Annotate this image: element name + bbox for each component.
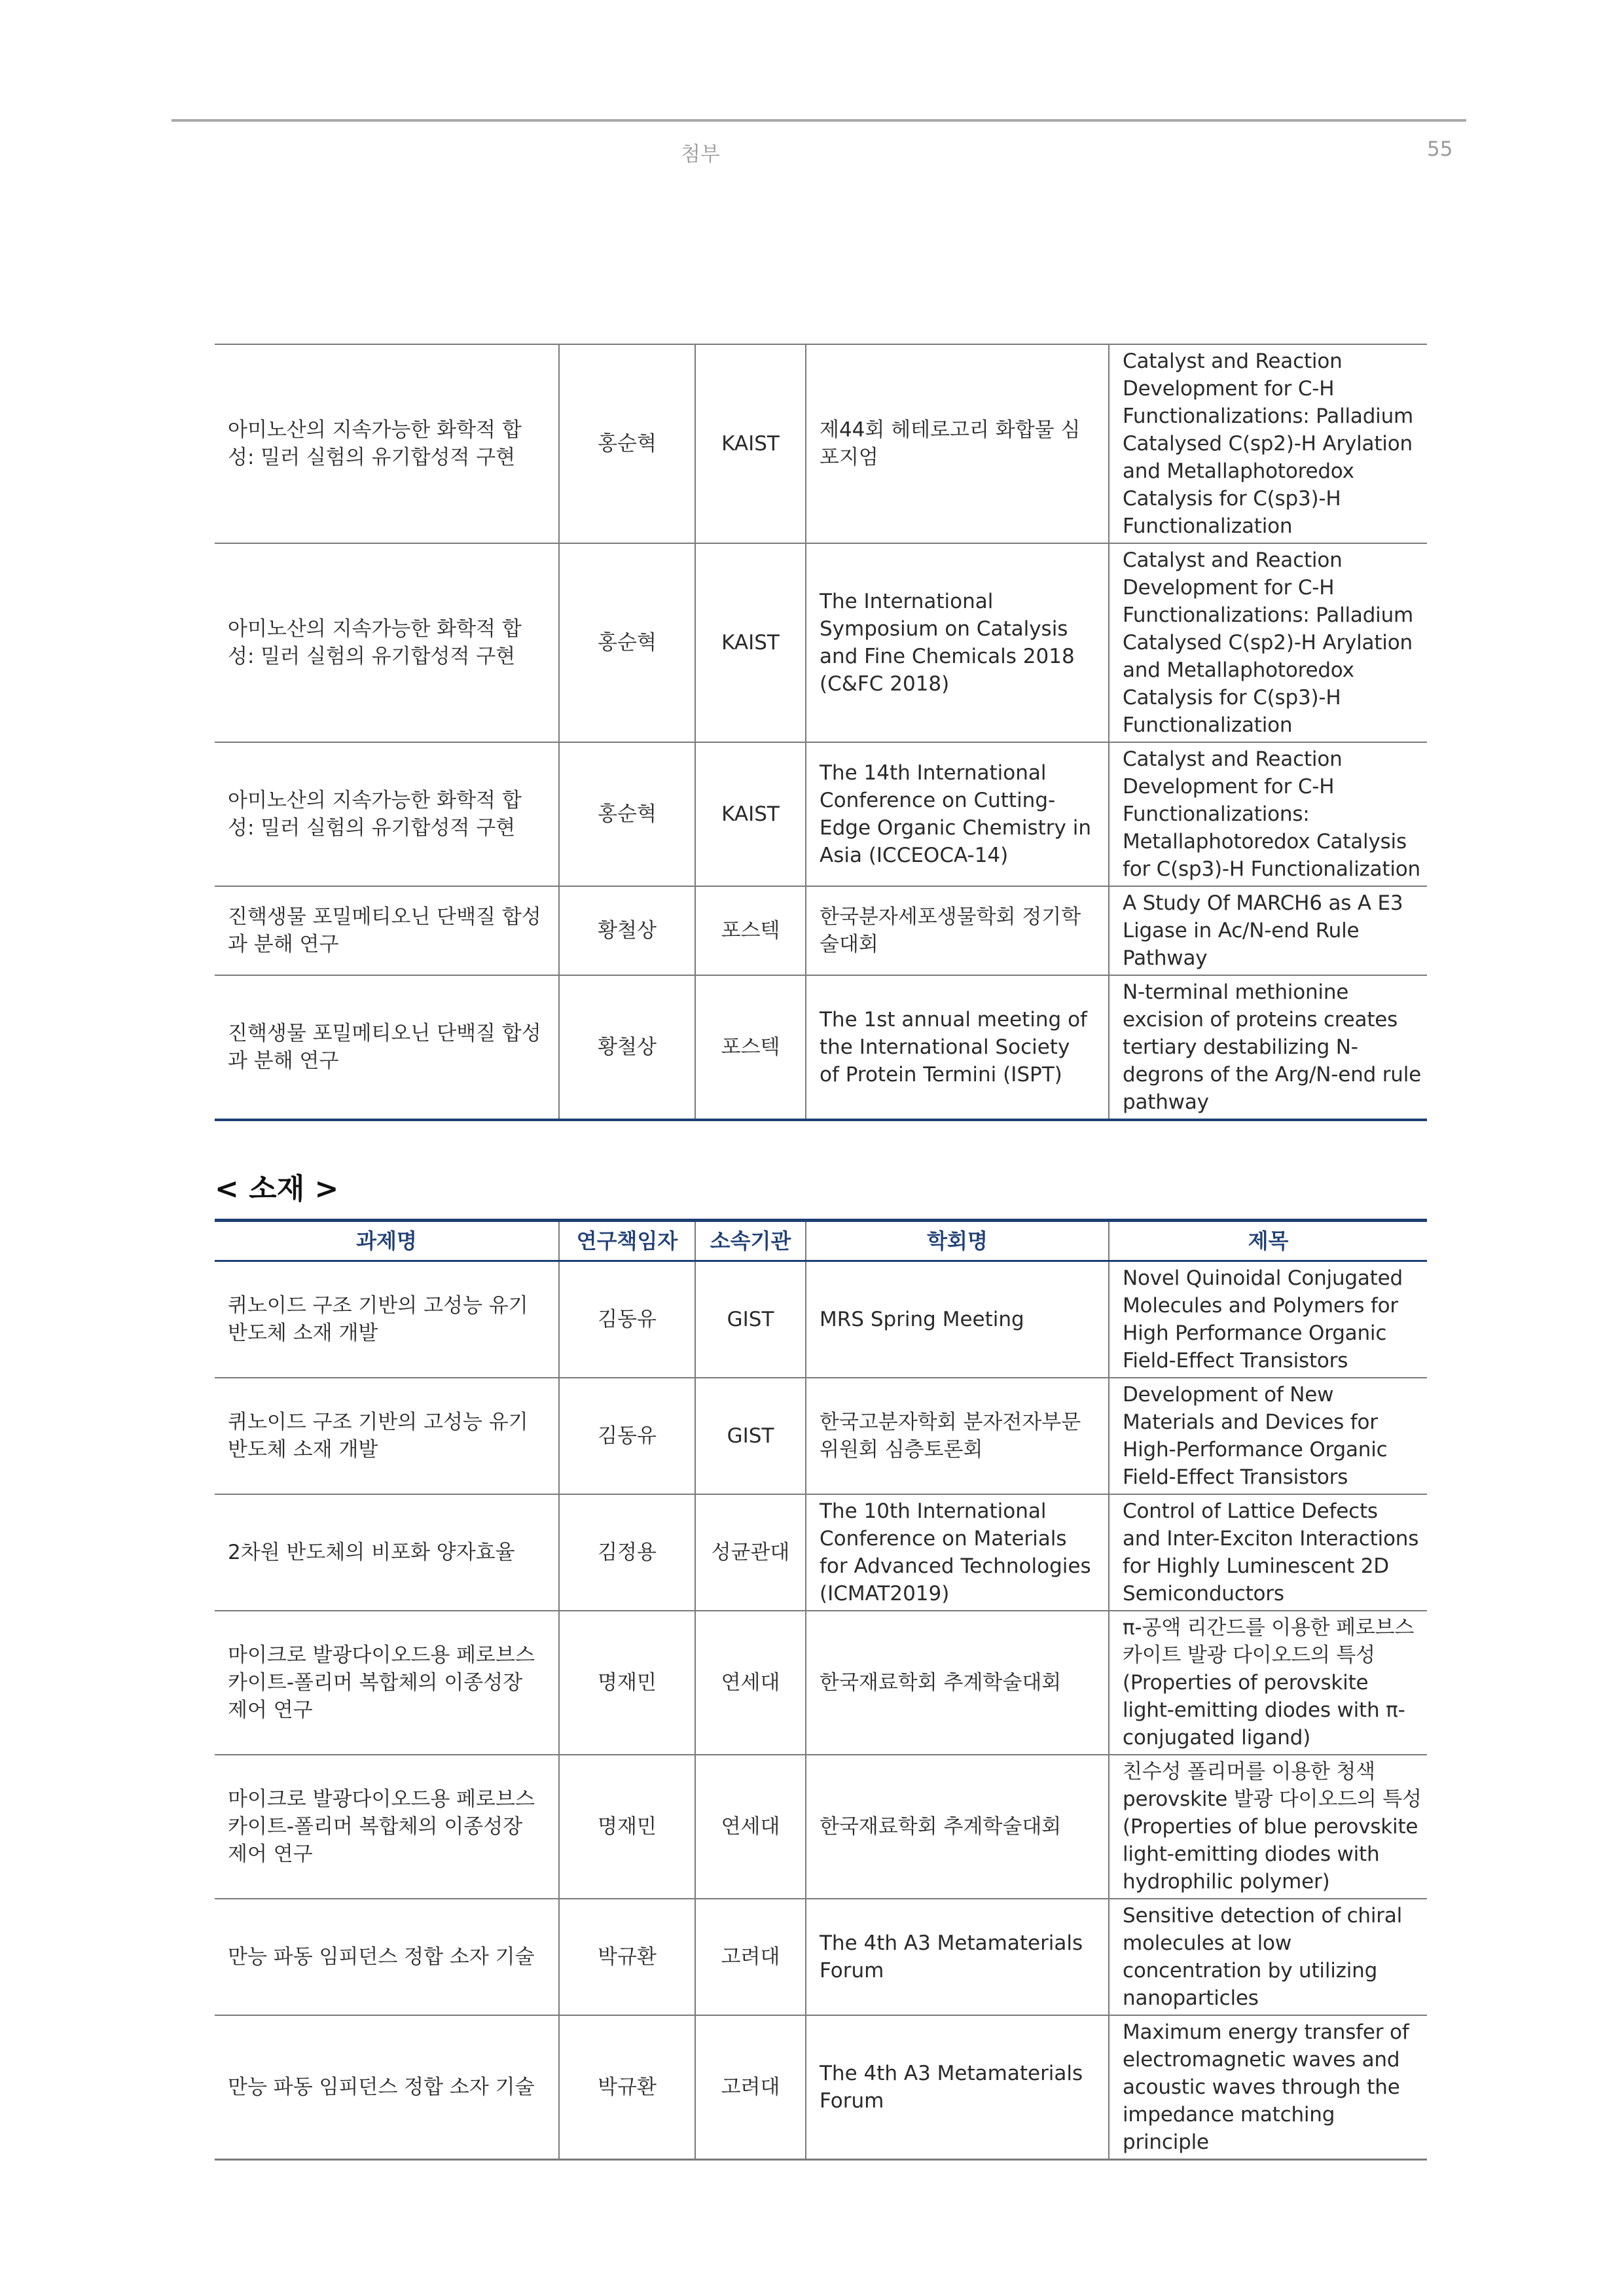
presentation-table-materials: [215, 1219, 1427, 2161]
title-cell: Novel Quinoidal Conjugated Molecules and Polymers for High Performance Organic Field-Effect Transistors: [1109, 1261, 1427, 1378]
title-cell: π-공액 리간드를 이용한 페로브스카이트 발광 다이오드의 특성 (Properties of perovskite light-emitting diodes with π-conjugated ligand): [1109, 1611, 1427, 1755]
conference-cell: The International Symposium on Catalysis and Fine Chemicals 2018 (C&FC 2018): [806, 543, 1109, 742]
conference-cell: 한국재료학회 추계학술대회: [806, 1611, 1109, 1755]
project-cell: 마이크로 발광다이오드용 페로브스카이트-폴리머 복합체의 이종성장 제어 연구: [215, 1755, 559, 1899]
project-cell: 아미노산의 지속가능한 화학적 합성: 밀러 실험의 유기합성적 구현: [215, 742, 559, 886]
page-number: 55: [1427, 137, 1453, 161]
conference-cell: The 4th A3 Metamaterials Forum: [806, 1899, 1109, 2015]
institution-cell: 성균관대: [695, 1494, 806, 1611]
title-cell: Catalyst and Reaction Development for C-H Functionalizations: Palladium Catalysed C(sp2)-H Arylation and Metallaphotoredox Catalysis for C(sp3)-H Functionalization: [1109, 344, 1427, 543]
institution-cell: GIST: [695, 1261, 806, 1378]
header-rule: [171, 119, 1466, 122]
title-cell: Control of Lattice Defects and Inter-Exciton Interactions for Highly Luminescent 2D Semiconductors: [1109, 1494, 1427, 1611]
conference-cell: The 4th A3 Metamaterials Forum: [806, 2015, 1109, 2160]
header-section-title: 첨부: [681, 143, 720, 166]
institution-cell: 연세대: [695, 1611, 806, 1755]
conference-cell: MRS Spring Meeting: [806, 1261, 1109, 1378]
column-header-institution: 소속기관: [695, 1221, 806, 1261]
title-cell: A Study Of MARCH6 as A E3 Ligase in Ac/N-end Rule Pathway: [1109, 886, 1427, 975]
column-header-conference: 학회명: [806, 1221, 1109, 1261]
researcher-cell: 김정용: [559, 1494, 695, 1611]
project-cell: 진핵생물 포밀메티오닌 단백질 합성과 분해 연구: [215, 886, 559, 975]
researcher-cell: 홍순혁: [559, 543, 695, 742]
researcher-cell: 김동유: [559, 1261, 695, 1378]
title-cell: 친수성 폴리머를 이용한 청색 perovskite 발광 다이오드의 특성 (Properties of blue perovskite light-emitting diodes with hydrophilic polymer): [1109, 1755, 1427, 1899]
section-heading-materials: < 소재 >: [215, 1172, 339, 1206]
presentation-table-continued: [215, 344, 1427, 1121]
column-header-researcher: 연구책임자: [559, 1221, 695, 1261]
project-cell: 만능 파동 임피던스 정합 소자 기술: [215, 1899, 559, 2015]
project-cell: 마이크로 발광다이오드용 페로브스카이트-폴리머 복합체의 이종성장 제어 연구: [215, 1611, 559, 1755]
researcher-cell: 박규환: [559, 1899, 695, 2015]
title-cell: Sensitive detection of chiral molecules at low concentration by utilizing nanoparticles: [1109, 1899, 1427, 2015]
title-cell: Catalyst and Reaction Development for C-H Functionalizations: Palladium Catalysed C(sp2)-H Arylation and Metallaphotoredox Catalysis for C(sp3)-H Functionalization: [1109, 543, 1427, 742]
institution-cell: KAIST: [695, 344, 806, 543]
institution-cell: KAIST: [695, 742, 806, 886]
conference-cell: 한국재료학회 추계학술대회: [806, 1755, 1109, 1899]
institution-cell: GIST: [695, 1378, 806, 1494]
title-cell: N-terminal methionine excision of proteins creates tertiary destabilizing N-degrons of the Arg/N-end rule pathway: [1109, 975, 1427, 1120]
title-cell: Development of New Materials and Devices for High-Performance Organic Field-Effect Transistors: [1109, 1378, 1427, 1494]
table-row: [215, 886, 1427, 975]
institution-cell: 연세대: [695, 1755, 806, 1899]
institution-cell: 고려대: [695, 2015, 806, 2160]
table-row: [215, 1261, 1427, 1378]
researcher-cell: 홍순혁: [559, 742, 695, 886]
title-cell: Maximum energy transfer of electromagnetic waves and acoustic waves through the impedance matching principle: [1109, 2015, 1427, 2160]
table-row: [215, 1611, 1427, 1755]
project-cell: 만능 파동 임피던스 정합 소자 기술: [215, 2015, 559, 2160]
conference-cell: The 14th International Conference on Cutting-Edge Organic Chemistry in Asia (ICCEOCA-14): [806, 742, 1109, 886]
institution-cell: 고려대: [695, 1899, 806, 2015]
institution-cell: 포스텍: [695, 975, 806, 1120]
conference-cell: The 1st annual meeting of the International Society of Protein Termini (ISPT): [806, 975, 1109, 1120]
table-row: [215, 1755, 1427, 1899]
researcher-cell: 황철상: [559, 886, 695, 975]
conference-cell: 제44회 헤테로고리 화합물 심포지엄: [806, 344, 1109, 543]
column-header-title: 제목: [1109, 1221, 1427, 1261]
conference-cell: 한국분자세포생물학회 정기학술대회: [806, 886, 1109, 975]
conference-cell: The 10th International Conference on Materials for Advanced Technologies (ICMAT2019): [806, 1494, 1109, 1611]
researcher-cell: 김동유: [559, 1378, 695, 1494]
table-row: [215, 742, 1427, 886]
table-row: [215, 1378, 1427, 1494]
table-row: [215, 1494, 1427, 1611]
title-cell: Catalyst and Reaction Development for C-H Functionalizations: Metallaphotoredox Catalysis for C(sp3)-H Functionalization: [1109, 742, 1427, 886]
project-cell: 아미노산의 지속가능한 화학적 합성: 밀러 실험의 유기합성적 구현: [215, 344, 559, 543]
researcher-cell: 명재민: [559, 1755, 695, 1899]
table-row: [215, 975, 1427, 1120]
project-cell: 2차원 반도체의 비포화 양자효율: [215, 1494, 559, 1611]
researcher-cell: 명재민: [559, 1611, 695, 1755]
table-row: [215, 344, 1427, 543]
conference-cell: 한국고분자학회 분자전자부문위원회 심층토론회: [806, 1378, 1109, 1494]
researcher-cell: 황철상: [559, 975, 695, 1120]
table-row: [215, 1899, 1427, 2015]
researcher-cell: 홍순혁: [559, 344, 695, 543]
column-header-project: 과제명: [215, 1221, 559, 1261]
institution-cell: 포스텍: [695, 886, 806, 975]
institution-cell: KAIST: [695, 543, 806, 742]
project-cell: 퀴노이드 구조 기반의 고성능 유기 반도체 소재 개발: [215, 1261, 559, 1378]
table-header-row: [215, 1221, 1427, 1261]
project-cell: 진핵생물 포밀메티오닌 단백질 합성과 분해 연구: [215, 975, 559, 1120]
researcher-cell: 박규환: [559, 2015, 695, 2160]
table-row: [215, 543, 1427, 742]
project-cell: 퀴노이드 구조 기반의 고성능 유기 반도체 소재 개발: [215, 1378, 559, 1494]
project-cell: 아미노산의 지속가능한 화학적 합성: 밀러 실험의 유기합성적 구현: [215, 543, 559, 742]
table-row: [215, 2015, 1427, 2160]
